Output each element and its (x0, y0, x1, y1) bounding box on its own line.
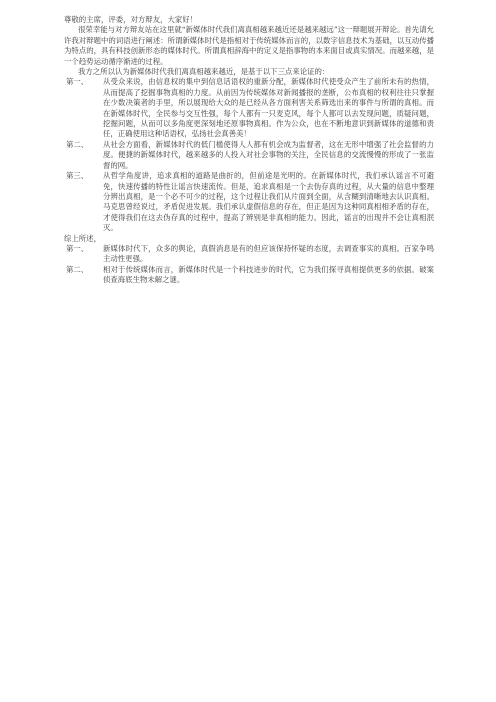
intro-paragraph: 很荣幸能与对方辩友站在这里就“新媒体时代我们离真相越来越近还是越来越远”这一辩题展开辩论。首先请允许我对辩题中的词语进行阐述：所谓新媒体时代是指相对于传统媒体而言的，以数字信息技术为基础，以互动传播为特点的，具有科技创新形态的媒体时代。所谓真相辞海中的定义是指事物的本来面目或真实情况。而越来越，是一个趋势运动循序渐进的过程。 (64, 25, 434, 66)
document-body (64, 15, 434, 286)
point-number: 第二、 (66, 264, 89, 274)
point-number: 第三、 (66, 171, 89, 181)
point-number: 第一、 (66, 77, 89, 87)
summary-heading: 综上所述， (64, 233, 101, 243)
point-number: 第一、 (66, 243, 89, 253)
summary-point-1 (64, 244, 434, 265)
point-text: 新媒体时代下，众多的舆论，真假消息是有的但应该保持怀疑的态度，去调查事实的真相。百家争鸣主动性更强。 (103, 243, 434, 264)
point-text: 从社会方面看，新媒体时代的低门槛使得人人都有机会成为监督者，这在无形中增强了社会监督的力度。便捷的新媒体时代，越来越多的人投入对社会事物的关注，全民信息的交流慢慢的形成了一张监督的网。 (103, 139, 434, 170)
point-number: 第二、 (66, 139, 89, 149)
summary-point-2 (64, 265, 434, 286)
greeting: 尊敬的主席，评委，对方辩友，大家好！ (64, 15, 198, 24)
argument-lead: 我方之所以认为新媒体时代我们离真相越来越近，是基于以下三点来论证的： (78, 67, 330, 77)
argument-point-2 (64, 140, 434, 171)
point-text: 从哲学角度讲，追求真相的道路是曲折的，但前途是光明的。在新媒体时代，我们承认谣言不可避免，快速传播的特性让谣言快速流传。但是，追求真相是一个去伪存真的过程，从大量的信息中整理分辨出真相，是一个必不可少的过程，这个过程让我们从片面到全面，从含糊到清晰地去认识真相。马克思曾经说过，矛盾促进发展。我们承认虚假信息的存在，但正是因为这种同真相相矛盾的存在，才使得我们在这去伪存真的过程中，提高了辨别是非真相的能力。因此，谣言的出现并不会让真相泯灭。 (103, 171, 434, 233)
argument-point-3 (64, 171, 434, 233)
point-text: 从受众来说，由信息权的集中到信息话语权的重新分配，新媒体时代使受众产生了前所未有的热情，从而提高了挖掘事物真相的力度。从前因为传统媒体对新闻播报的垄断，公布真相的权利往往只掌握在少数决策者的手里，所以展现给大众的是已经从各方面利害关系筛选出来的事件与所谓的真相。而在新媒体时代，全民参与交互性强，每个人都有一只麦克风，每个人都可以去发现问题，质疑问题，挖掘问题，从而可以多角度更深刻地还原事物真相。作为公众，也在不断地意识到新媒体的道德和责任，正确使用这种话语权，弘扬社会真善美！ (103, 77, 434, 139)
argument-point-1 (64, 77, 434, 139)
point-text: 相对于传统媒体而言，新媒体时代是一个科技进步的时代，它为我们探寻真相提供更多的依据。破案侦查海底生物未解之谜。 (103, 264, 434, 285)
